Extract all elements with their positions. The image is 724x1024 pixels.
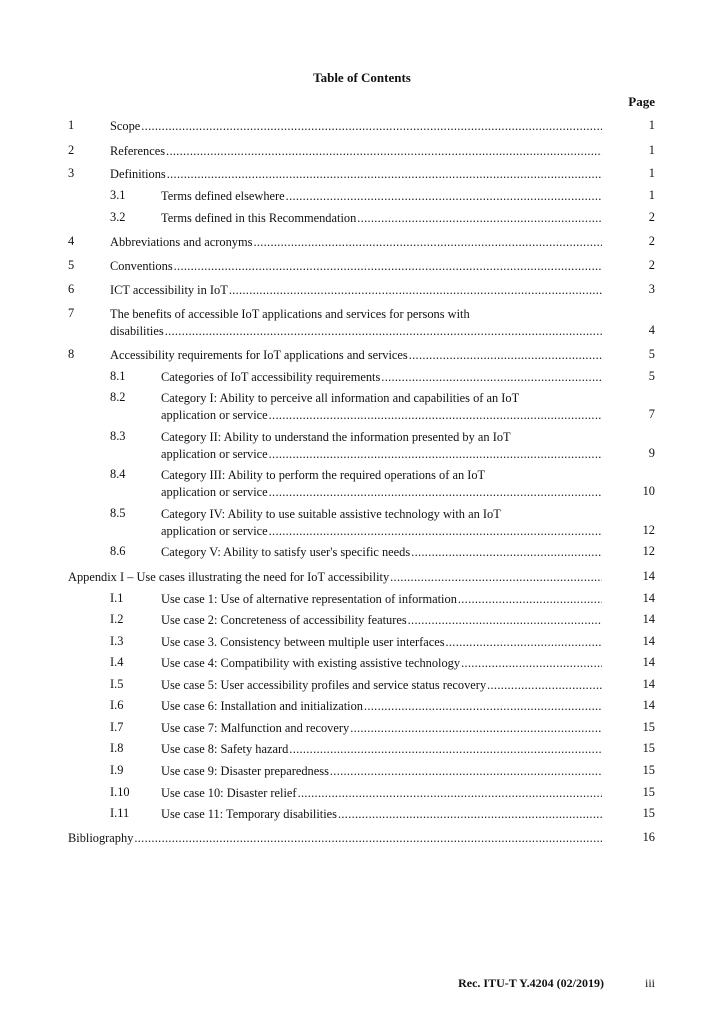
toc-entry-title: Definitions bbox=[110, 167, 166, 181]
toc-entry-number: I.11 bbox=[110, 806, 130, 820]
toc-entry-number: I.4 bbox=[110, 655, 124, 669]
toc-entry-title-line2: application or service bbox=[161, 485, 268, 499]
toc-entry-title: Conventions bbox=[110, 259, 173, 273]
toc-entry-page: 1 bbox=[648, 143, 655, 157]
toc-entry-number: I.8 bbox=[110, 741, 124, 755]
toc-entry-title: Use case 8: Safety hazard bbox=[161, 742, 289, 756]
toc-entry-title-line2: application or service bbox=[161, 408, 268, 422]
toc-entry-page: 3 bbox=[648, 282, 655, 296]
footer-reference: Rec. ITU-T Y.4204 (02/2019) bbox=[458, 976, 604, 990]
toc-entry-title-line1: Category I: Ability to perceive all information and capabilities of an IoT bbox=[161, 391, 520, 405]
toc-entry-title: References bbox=[110, 144, 166, 158]
toc-entry-page: 4 bbox=[648, 323, 655, 337]
footer-page-number: iii bbox=[644, 976, 655, 990]
toc-entry-title: Use case 6: Installation and initialization bbox=[161, 699, 363, 713]
toc-entry-page: 15 bbox=[642, 806, 655, 820]
toc-entry-title-line1: Category IV: Ability to use suitable assistive technology with an IoT bbox=[161, 507, 501, 521]
toc-entry-title-line2: application or service bbox=[161, 524, 268, 538]
toc-entry-number: I.3 bbox=[110, 634, 124, 648]
toc-entry-page: 1 bbox=[648, 188, 655, 202]
toc-entry-page: 14 bbox=[642, 591, 655, 605]
toc-entry-title: Use case 5: User accessibility profiles and service status recovery bbox=[161, 678, 487, 692]
toc-entry-number: 3.2 bbox=[110, 210, 126, 224]
toc-entry-title: Category V: Ability to satisfy user's specific needs bbox=[161, 545, 411, 559]
toc-entry-page: 2 bbox=[648, 210, 655, 224]
toc-entry-number: I.2 bbox=[110, 612, 124, 626]
toc-entry-title: Use case 7: Malfunction and recovery bbox=[161, 721, 350, 735]
toc-entry-number: 8.3 bbox=[110, 429, 126, 443]
toc-entry-page: 9 bbox=[648, 446, 655, 460]
toc-entry-page: 2 bbox=[648, 234, 655, 248]
toc-entry-page: 14 bbox=[642, 634, 655, 648]
toc-entry-title-line1: Category III: Ability to perform the required operations of an IoT bbox=[161, 468, 486, 482]
toc-entry-number: 8.6 bbox=[110, 544, 126, 558]
toc-entry-title: Accessibility requirements for IoT applications and services bbox=[110, 348, 408, 362]
toc-entry-page: 10 bbox=[642, 484, 655, 498]
toc-entry-page: 14 bbox=[642, 612, 655, 626]
toc-entry-number: 8.1 bbox=[110, 369, 126, 383]
toc-entry-page: 12 bbox=[642, 523, 655, 537]
toc-entry-page: 15 bbox=[642, 785, 655, 799]
toc-entry-title: Use case 1: Use of alternative representation of information bbox=[161, 592, 457, 606]
toc-entry-number: 8.2 bbox=[110, 390, 126, 404]
toc-entry-page: 2 bbox=[648, 258, 655, 272]
toc-entry-number: I.7 bbox=[110, 720, 124, 734]
toc-entry-page: 5 bbox=[648, 347, 655, 361]
toc-entry-number: 5 bbox=[68, 258, 75, 272]
toc-entry-number: I.1 bbox=[110, 591, 124, 605]
toc-entry-title: ICT accessibility in IoT bbox=[110, 283, 228, 297]
page-footer bbox=[458, 976, 655, 991]
toc-entry-title: Scope bbox=[110, 119, 141, 133]
toc-entry-number: 8 bbox=[68, 347, 75, 361]
toc-entry-page: 16 bbox=[642, 830, 655, 844]
toc-entry-number: 3.1 bbox=[110, 188, 126, 202]
toc-title: Table of Contents bbox=[313, 70, 411, 85]
toc-entry-number: 7 bbox=[68, 306, 75, 320]
toc-entry-title: Use case 2: Concreteness of accessibility features bbox=[161, 613, 407, 627]
toc-entry-title-line2: disabilities bbox=[110, 324, 164, 338]
toc-entry-number: 8.5 bbox=[110, 506, 126, 520]
toc-entry-title: Terms defined in this Recommendation bbox=[161, 211, 357, 225]
toc-entry-page: 15 bbox=[642, 741, 655, 755]
toc-entry-page: 14 bbox=[642, 698, 655, 712]
toc-entry-page: 15 bbox=[642, 763, 655, 777]
toc-entry-title: Appendix I – Use cases illustrating the need for IoT accessibility bbox=[68, 570, 390, 584]
toc-entry-title: Use case 3. Consistency between multiple user interfaces bbox=[161, 635, 445, 649]
toc-entry-page: 12 bbox=[642, 544, 655, 558]
toc-entry-page: 5 bbox=[648, 369, 655, 383]
toc-entry-number: 2 bbox=[68, 143, 75, 157]
toc-entry-title: Terms defined elsewhere bbox=[161, 189, 285, 203]
toc-entry-title: Use case 10: Disaster relief bbox=[161, 786, 297, 800]
toc-entry-title: Bibliography bbox=[68, 831, 134, 845]
toc-entry-number: I.10 bbox=[110, 785, 130, 799]
toc-entry-title-line1: Category II: Ability to understand the information presented by an IoT bbox=[161, 430, 511, 444]
toc-entry-page: 1 bbox=[648, 118, 655, 132]
toc-entry-number: I.9 bbox=[110, 763, 124, 777]
toc-entry-page: 7 bbox=[648, 407, 655, 421]
page-column-header: Page bbox=[628, 94, 655, 109]
toc-entry-page: 14 bbox=[642, 655, 655, 669]
toc-entry-page: 15 bbox=[642, 720, 655, 734]
toc-entry-page: 14 bbox=[642, 677, 655, 691]
toc-entry-title: Use case 4: Compatibility with existing assistive technology bbox=[161, 656, 461, 670]
toc-entry-title: Categories of IoT accessibility requirements bbox=[161, 370, 381, 384]
toc-entry-page: 1 bbox=[648, 166, 655, 180]
toc-entry-title: Use case 11: Temporary disabilities bbox=[161, 807, 337, 821]
toc-entry-number: I.6 bbox=[110, 698, 124, 712]
toc-entry-title-line1: The benefits of accessible IoT applications and services for persons with bbox=[110, 307, 470, 321]
toc-entry-title: Abbreviations and acronyms bbox=[110, 235, 253, 249]
toc-entry-number: 1 bbox=[68, 118, 75, 132]
toc-entry-number: I.5 bbox=[110, 677, 124, 691]
toc-entry-title: Use case 9: Disaster preparedness bbox=[161, 764, 329, 778]
toc-entry-number: 8.4 bbox=[110, 467, 126, 481]
toc-entry-title-line2: application or service bbox=[161, 447, 268, 461]
toc-entry-number: 6 bbox=[68, 282, 75, 296]
toc-entry-number: 3 bbox=[68, 166, 75, 180]
toc-entry-number: 4 bbox=[68, 234, 75, 248]
toc-entry-page: 14 bbox=[642, 569, 655, 583]
